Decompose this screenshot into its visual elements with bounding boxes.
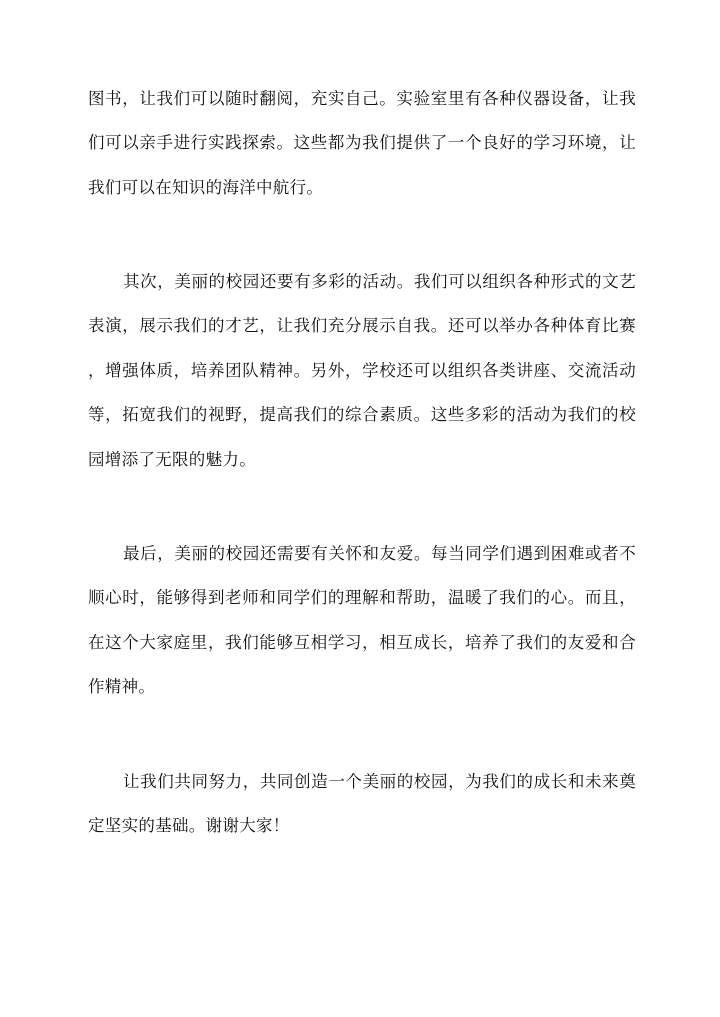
paragraph-2-line-3: ，增强体质，培养团队精神。另外，学校还可以组织各类讲座、交流活动	[88, 361, 636, 380]
paragraph-1-line-1: 图书，让我们可以随时翻阅，充实自己。实验室里有各种仪器设备，让我	[88, 89, 636, 108]
paragraph-4-line-1: 让我们共同努力，共同创造一个美丽的校园，为我们的成长和未来奠	[123, 772, 636, 791]
paragraph-2-line-5: 园增添了无限的魅力。	[88, 450, 256, 469]
paragraph-3-line-3: 在这个大家庭里，我们能够互相学习，相互成长，培养了我们的友爱和合	[88, 633, 636, 652]
paragraph-1-line-3: 我们可以在知识的海洋中航行。	[88, 178, 324, 197]
paragraph-1-line-2: 们可以亲手进行实践探索。这些都为我们提供了一个良好的学习环境，让	[88, 133, 636, 152]
paragraph-3-line-4: 作精神。	[88, 677, 156, 696]
paragraph-3-line-1: 最后，美丽的校园还需要有关怀和友爱。每当同学们遇到困难或者不	[123, 544, 636, 563]
paragraph-2-line-2: 表演，展示我们的才艺，让我们充分展示自我。还可以举办各种体育比赛	[88, 316, 636, 335]
paragraph-2-line-4: 等，拓宽我们的视野，提高我们的综合素质。这些多彩的活动为我们的校	[88, 405, 636, 424]
paragraph-4-line-2: 定坚实的基础。谢谢大家！	[88, 816, 290, 835]
paragraph-3-line-2: 顺心时，能够得到老师和同学们的理解和帮助，温暖了我们的心。而且，	[88, 588, 636, 607]
paragraph-2-line-1: 其次，美丽的校园还要有多彩的活动。我们可以组织各种形式的文艺	[123, 272, 636, 291]
